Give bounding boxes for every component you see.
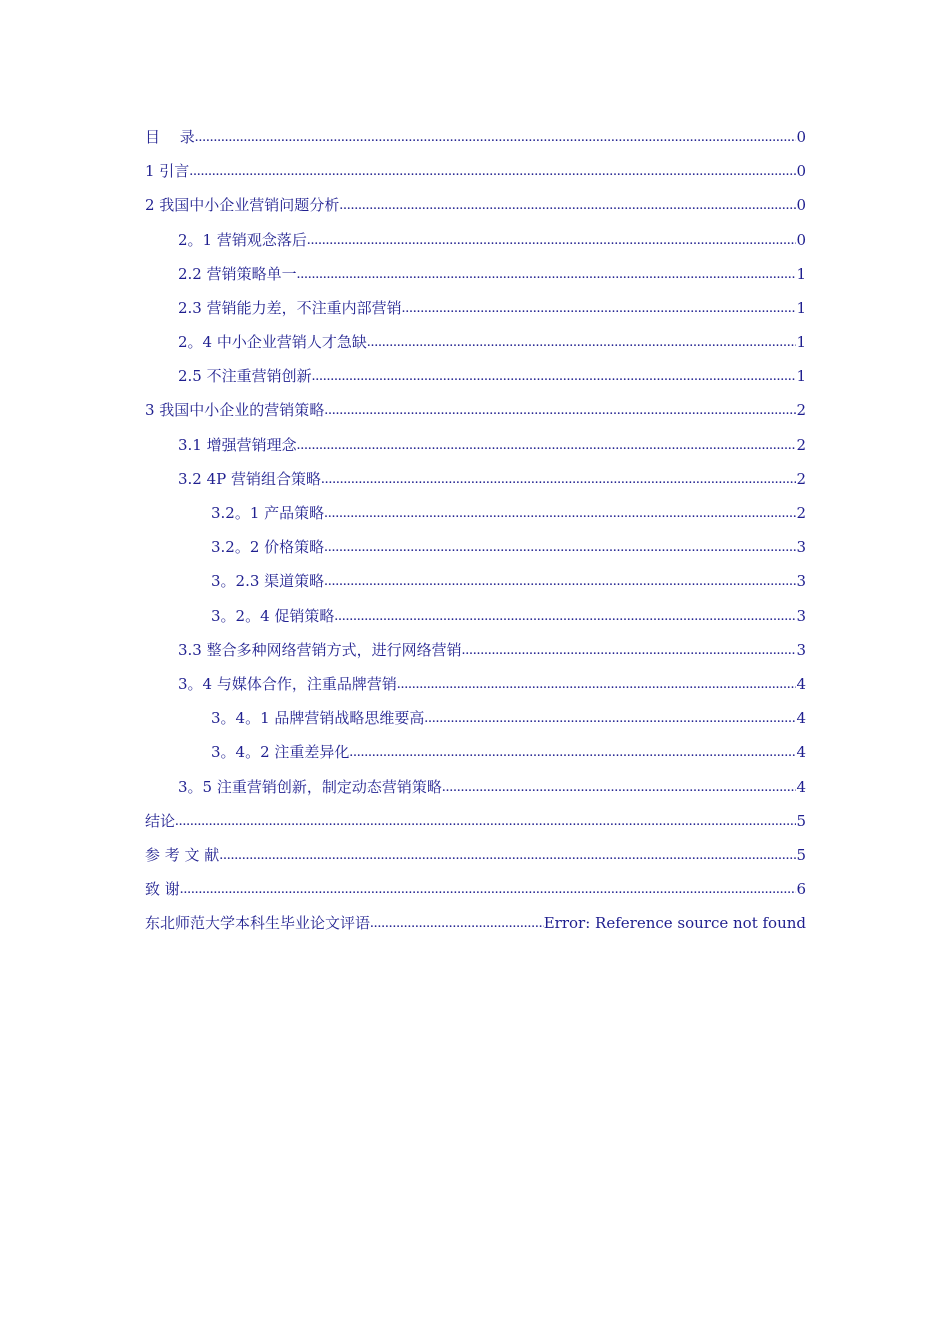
toc-entry[interactable] bbox=[145, 462, 806, 496]
toc-leader-dots bbox=[339, 188, 796, 222]
toc-entry[interactable] bbox=[145, 394, 806, 428]
toc-entry-title: 3。2.3 渠道策略 bbox=[211, 572, 325, 591]
toc-entry-page: 4 bbox=[796, 709, 806, 728]
toc-entry-page: 5 bbox=[796, 811, 806, 830]
toc-entry-page: 3 bbox=[796, 640, 806, 659]
toc-entry-page: 3 bbox=[796, 572, 806, 591]
toc-entry-page: 2 bbox=[796, 401, 806, 420]
toc-entry-page: Error: Reference source not found bbox=[543, 914, 806, 933]
toc-leader-dots bbox=[324, 530, 796, 564]
toc-entry-title: 3.3 整合多种网络营销方式，进行网络营销 bbox=[178, 640, 462, 659]
toc-entry[interactable] bbox=[145, 188, 806, 222]
toc-entry[interactable] bbox=[145, 633, 806, 667]
toc-entry-title: 2.3 营销能力差，不注重内部营销 bbox=[178, 298, 402, 317]
toc-entry-page: 6 bbox=[796, 880, 806, 899]
toc-leader-dots bbox=[180, 872, 797, 906]
toc-entry-title: 3。4。1 品牌营销战略思维要高 bbox=[211, 709, 425, 728]
toc-entry-page: 4 bbox=[796, 777, 806, 796]
toc-entry[interactable] bbox=[145, 496, 806, 530]
toc-entry[interactable] bbox=[145, 735, 806, 769]
toc-entry-title: 3。4 与媒体合作，注重品牌营销 bbox=[178, 674, 397, 693]
toc-leader-dots bbox=[397, 667, 797, 701]
toc-entry-page: 5 bbox=[796, 845, 806, 864]
toc-entry-page: 0 bbox=[796, 127, 806, 146]
toc-entry[interactable] bbox=[145, 906, 806, 940]
toc-entry-page: 0 bbox=[796, 196, 806, 215]
toc-leader-dots bbox=[402, 291, 797, 325]
toc-leader-dots bbox=[367, 325, 797, 359]
toc-entry-title: 2。1 营销观念落后 bbox=[178, 230, 307, 249]
toc-leader-dots bbox=[297, 428, 797, 462]
toc-leader-dots bbox=[175, 804, 796, 838]
toc-entry-title: 2.5 不注重营销创新 bbox=[178, 367, 312, 386]
toc-entry-page: 4 bbox=[796, 743, 806, 762]
toc-entry-title: 1 引言 bbox=[145, 162, 190, 181]
toc-leader-dots bbox=[334, 599, 796, 633]
toc-entry-page: 0 bbox=[796, 162, 806, 181]
toc-leader-dots bbox=[307, 223, 797, 257]
toc-entry-title: 3。4。2 注重差异化 bbox=[211, 743, 350, 762]
toc-leader-dots bbox=[442, 770, 797, 804]
toc-entry-page: 1 bbox=[796, 264, 806, 283]
toc-entry-page: 2 bbox=[796, 504, 806, 523]
toc-entry[interactable] bbox=[145, 359, 806, 393]
toc-entry-page: 2 bbox=[796, 469, 806, 488]
toc-entry-page: 4 bbox=[796, 674, 806, 693]
toc-entry[interactable] bbox=[145, 599, 806, 633]
toc-entry-title: 参 考 文 献 bbox=[145, 845, 220, 864]
toc-entry-title: 3.2 4P 营销组合策略 bbox=[178, 469, 322, 488]
toc-entry-page: 3 bbox=[796, 606, 806, 625]
toc-entry[interactable] bbox=[145, 428, 806, 462]
toc-entry[interactable] bbox=[145, 120, 806, 154]
toc-entry-title: 2.2 营销策略单一 bbox=[178, 264, 297, 283]
toc-entry-title: 结论 bbox=[145, 811, 176, 830]
toc-entry-title: 2 我国中小企业营销问题分析 bbox=[145, 196, 340, 215]
toc-leader-dots bbox=[195, 120, 797, 154]
toc-leader-dots bbox=[324, 394, 796, 428]
toc-entry[interactable] bbox=[145, 564, 806, 598]
toc-leader-dots bbox=[324, 496, 796, 530]
toc-leader-dots bbox=[297, 257, 797, 291]
table-of-contents bbox=[145, 120, 806, 941]
toc-entry[interactable] bbox=[145, 530, 806, 564]
toc-entry[interactable] bbox=[145, 838, 806, 872]
toc-entry-title: 3.2。1 产品策略 bbox=[211, 504, 325, 523]
toc-leader-dots bbox=[370, 906, 544, 940]
toc-entry-page: 2 bbox=[796, 435, 806, 454]
toc-entry[interactable] bbox=[145, 223, 806, 257]
toc-entry-title: 3。2。4 促销策略 bbox=[211, 606, 335, 625]
toc-entry[interactable] bbox=[145, 701, 806, 735]
toc-entry-page: 1 bbox=[796, 298, 806, 317]
toc-leader-dots bbox=[462, 633, 797, 667]
toc-leader-dots bbox=[312, 359, 797, 393]
toc-entry-page: 3 bbox=[796, 538, 806, 557]
toc-entry[interactable] bbox=[145, 257, 806, 291]
toc-entry-title: 3.1 增强营销理念 bbox=[178, 435, 297, 454]
toc-entry[interactable] bbox=[145, 804, 806, 838]
toc-entry[interactable] bbox=[145, 325, 806, 359]
toc-entry-title: 3。5 注重营销创新，制定动态营销策略 bbox=[178, 777, 442, 796]
toc-entry[interactable] bbox=[145, 770, 806, 804]
toc-entry-page: 1 bbox=[796, 333, 806, 352]
toc-entry[interactable] bbox=[145, 872, 806, 906]
toc-leader-dots bbox=[324, 564, 796, 598]
toc-leader-dots bbox=[349, 735, 796, 769]
toc-entry[interactable] bbox=[145, 154, 806, 188]
toc-entry-title: 目 录 bbox=[145, 127, 195, 146]
toc-entry-title: 3 我国中小企业的营销策略 bbox=[145, 401, 325, 420]
toc-leader-dots bbox=[189, 154, 796, 188]
toc-entry[interactable] bbox=[145, 291, 806, 325]
toc-entry-title: 3.2。2 价格策略 bbox=[211, 538, 325, 557]
toc-leader-dots bbox=[219, 838, 796, 872]
toc-leader-dots bbox=[321, 462, 796, 496]
toc-entry[interactable] bbox=[145, 667, 806, 701]
toc-leader-dots bbox=[424, 701, 796, 735]
toc-entry-title: 2。4 中小企业营销人才急缺 bbox=[178, 333, 367, 352]
toc-entry-page: 0 bbox=[796, 230, 806, 249]
toc-entry-title: 东北师范大学本科生毕业论文评语 bbox=[145, 914, 371, 933]
toc-entry-title: 致 谢 bbox=[145, 880, 180, 899]
toc-entry-page: 1 bbox=[796, 367, 806, 386]
